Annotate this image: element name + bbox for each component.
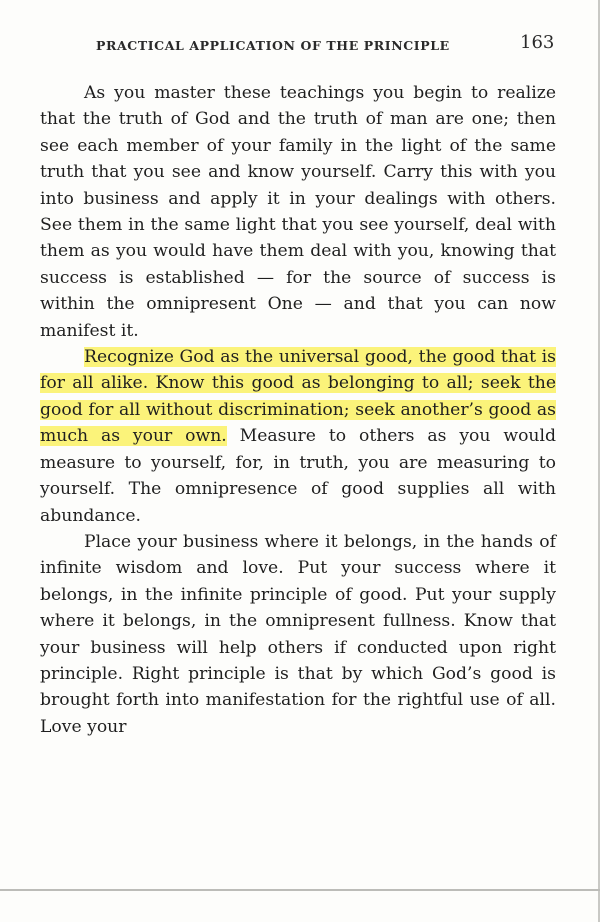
page-number: 163 (520, 32, 555, 53)
paragraph-1: As you master these teachings you begin to realize that the truth of God and the truth of man are one; then see each member of your family in the light of the same truth that you see and know yourself. Carry this with you into business and apply it in your dealings with others. See them in the same light that you see yourself, deal with them as you would have them deal with you, knowing that success is established — for the source of success is within the omnipresent One — and that you can now manifest it. (40, 83, 556, 341)
paragraph-2-rest: Measure to others as you would measure to yourself, for, in truth, you are measuring to yourself. The omnipresence of good supplies all with abundance. (40, 426, 556, 526)
paragraph-2 (40, 344, 556, 529)
highlighted-passage: Recognize God as the universal good, the good that is for all alike. Know this good as belonging to all; seek the good for all without discrimination; seek another’s good as much as your own. (40, 347, 556, 447)
page-bottom-edge (0, 889, 600, 891)
paragraph-3: Place your business where it belongs, in the hands of infinite wisdom and love. Put your success where it belongs, in the infinite principle of good. Put your supply where it belongs, in the omnipresent fullness. Know that your business will help others if conducted upon right principle. Right principle is that by which God’s good is brought forth into manifestation for the rightful use of all. Love your (40, 531, 556, 737)
running-head: PRACTICAL APPLICATION OF THE PRINCIPLE (96, 38, 450, 53)
body-text (40, 80, 556, 740)
